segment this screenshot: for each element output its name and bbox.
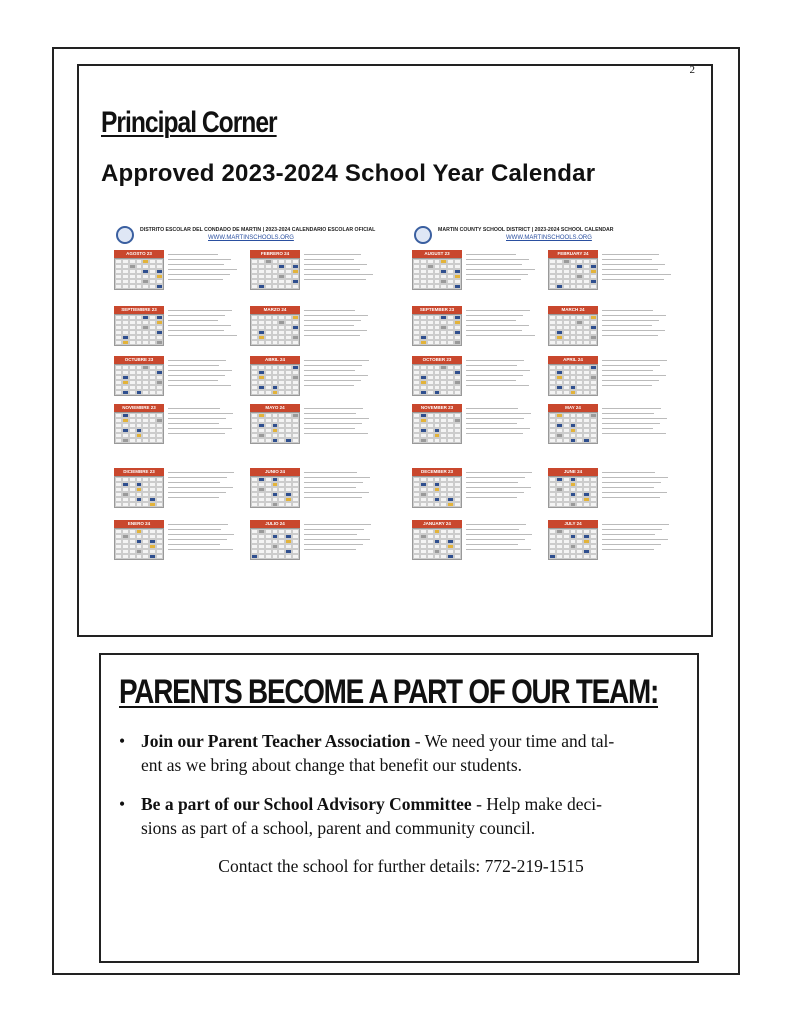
item-lead: Join our Parent Teacher Association	[141, 731, 411, 751]
calendar-notes	[304, 520, 374, 550]
calendar-month	[114, 356, 164, 396]
calendar-english-url: WWW.MARTINSCHOOLS.ORG	[506, 235, 592, 241]
calendar-day-grid	[250, 412, 300, 444]
calendar-month-label: MAYO 24	[250, 404, 300, 412]
calendar-month	[250, 356, 300, 396]
bullet-icon: •	[119, 794, 126, 814]
calendar-month-label: DECEMBER 23	[412, 468, 462, 476]
calendar-month	[114, 468, 164, 508]
calendar-spanish	[112, 222, 388, 570]
calendar-notes	[466, 520, 536, 550]
calendar-notes	[304, 306, 374, 336]
calendar-spanish-title: DISTRITO ESCOLAR DEL CONDADO DE MARTIN | 2023-2024 CALENDARIO ESCOLAR OFICIAL	[140, 227, 376, 233]
calendar-month-label: DICIEMBRE 23	[114, 468, 164, 476]
calendar-notes	[168, 356, 238, 386]
calendar-month-label: JULIO 24	[250, 520, 300, 528]
calendar-notes	[602, 468, 672, 498]
calendar-notes	[304, 250, 374, 280]
calendar-month-label: SEPTIEMBRE 23	[114, 306, 164, 314]
calendar-month	[412, 306, 462, 346]
calendar-month-label: SEPTEMBER 23	[412, 306, 462, 314]
calendar-notes	[466, 306, 536, 336]
calendar-month-label: JUNIO 24	[250, 468, 300, 476]
calendar-month-label: JANUARY 24	[412, 520, 462, 528]
calendar-month	[412, 468, 462, 508]
page-number: 2	[689, 64, 695, 76]
calendar-month	[548, 306, 598, 346]
calendar-notes	[466, 468, 536, 498]
calendar-month	[412, 520, 462, 560]
calendar-day-grid	[548, 314, 598, 346]
section-title: Principal Corner	[101, 106, 277, 139]
team-title: PARENTS BECOME A PART OF OUR TEAM:	[119, 673, 659, 711]
calendar-notes	[168, 468, 238, 498]
calendar-notes	[168, 306, 238, 336]
calendar-notes	[304, 468, 374, 498]
calendar-month	[250, 468, 300, 508]
calendar-notes	[602, 306, 672, 336]
calendar-english	[410, 222, 686, 570]
calendar-notes	[602, 404, 672, 434]
calendar-notes	[602, 250, 672, 280]
calendar-english-title: MARTIN COUNTY SCHOOL DISTRICT | 2023-2024 SCHOOL CALENDAR	[438, 227, 614, 233]
calendar-month	[548, 356, 598, 396]
calendar-notes	[168, 404, 238, 434]
calendar-notes	[466, 404, 536, 434]
calendar-month-label: NOVEMBER 23	[412, 404, 462, 412]
calendar-day-grid	[548, 364, 598, 396]
calendar-month	[548, 404, 598, 444]
calendar-title: Approved 2023-2024 School Year Calendar	[101, 160, 596, 187]
calendar-month	[548, 520, 598, 560]
calendar-day-grid	[250, 258, 300, 290]
calendar-month	[412, 250, 462, 290]
calendar-day-grid	[548, 476, 598, 508]
calendar-day-grid	[114, 528, 164, 560]
calendar-month	[114, 306, 164, 346]
calendar-day-grid	[114, 476, 164, 508]
calendar-day-grid	[250, 364, 300, 396]
calendar-notes	[304, 356, 374, 386]
calendar-notes	[466, 250, 536, 280]
calendar-notes	[602, 520, 672, 550]
district-seal-icon	[116, 226, 134, 244]
calendar-day-grid	[250, 528, 300, 560]
calendar-day-grid	[250, 314, 300, 346]
calendar-month	[412, 356, 462, 396]
calendar-day-grid	[412, 476, 462, 508]
calendar-month-label: MARCH 24	[548, 306, 598, 314]
calendar-day-grid	[114, 364, 164, 396]
calendar-month-label: ENERO 24	[114, 520, 164, 528]
calendar-month	[250, 520, 300, 560]
calendar-notes	[602, 356, 672, 386]
calendar-month	[548, 468, 598, 508]
calendar-day-grid	[250, 476, 300, 508]
calendar-month-label: JULY 24	[548, 520, 598, 528]
calendar-day-grid	[412, 314, 462, 346]
calendar-month	[250, 306, 300, 346]
item-text-line2: sions as part of a school, parent and community council.	[141, 818, 536, 838]
district-seal-icon	[414, 226, 432, 244]
item-text-line2: ent as we bring about change that benefit our students.	[141, 755, 523, 775]
calendar-month	[548, 250, 598, 290]
parents-team-box	[99, 653, 699, 963]
calendar-month	[412, 404, 462, 444]
calendar-month-label: MARZO 24	[250, 306, 300, 314]
bullet-icon: •	[119, 731, 126, 751]
calendar-day-grid	[548, 412, 598, 444]
calendar-day-grid	[412, 258, 462, 290]
calendar-month-label: ABRIL 24	[250, 356, 300, 364]
calendar-notes	[466, 356, 536, 386]
calendar-month-label: MAY 24	[548, 404, 598, 412]
calendar-month	[114, 250, 164, 290]
calendar-month-label: OCTOBER 23	[412, 356, 462, 364]
calendar-month-label: FEBRERO 24	[250, 250, 300, 258]
calendar-month-label: APRIL 24	[548, 356, 598, 364]
calendar-month	[250, 250, 300, 290]
calendar-day-grid	[412, 528, 462, 560]
calendar-day-grid	[114, 412, 164, 444]
calendar-month-label: JUNE 24	[548, 468, 598, 476]
calendar-month-label: AUGUST 23	[412, 250, 462, 258]
calendar-month-label: FEBRUARY 24	[548, 250, 598, 258]
calendar-day-grid	[548, 258, 598, 290]
item-text: - Help make deci-	[471, 794, 602, 814]
item-text: - We need your time and tal-	[410, 731, 615, 751]
calendar-day-grid	[412, 412, 462, 444]
calendar-day-grid	[412, 364, 462, 396]
calendar-month	[114, 404, 164, 444]
contact-line: Contact the school for further details: 772-219-1515	[218, 856, 584, 876]
calendar-spanish-url: WWW.MARTINSCHOOLS.ORG	[208, 235, 294, 241]
item-lead: Be a part of our School Advisory Committee	[141, 794, 472, 814]
calendar-day-grid	[114, 314, 164, 346]
calendar-notes	[168, 250, 238, 280]
calendar-notes	[168, 520, 238, 550]
calendar-month-label: AGOSTO 23	[114, 250, 164, 258]
calendar-day-grid	[114, 258, 164, 290]
calendar-month-label: NOVIEMBRE 23	[114, 404, 164, 412]
calendar-month	[114, 520, 164, 560]
calendar-day-grid	[548, 528, 598, 560]
calendar-month-label: OCTUBRE 23	[114, 356, 164, 364]
principal-corner-box	[77, 64, 713, 637]
calendar-month	[250, 404, 300, 444]
calendar-notes	[304, 404, 374, 434]
